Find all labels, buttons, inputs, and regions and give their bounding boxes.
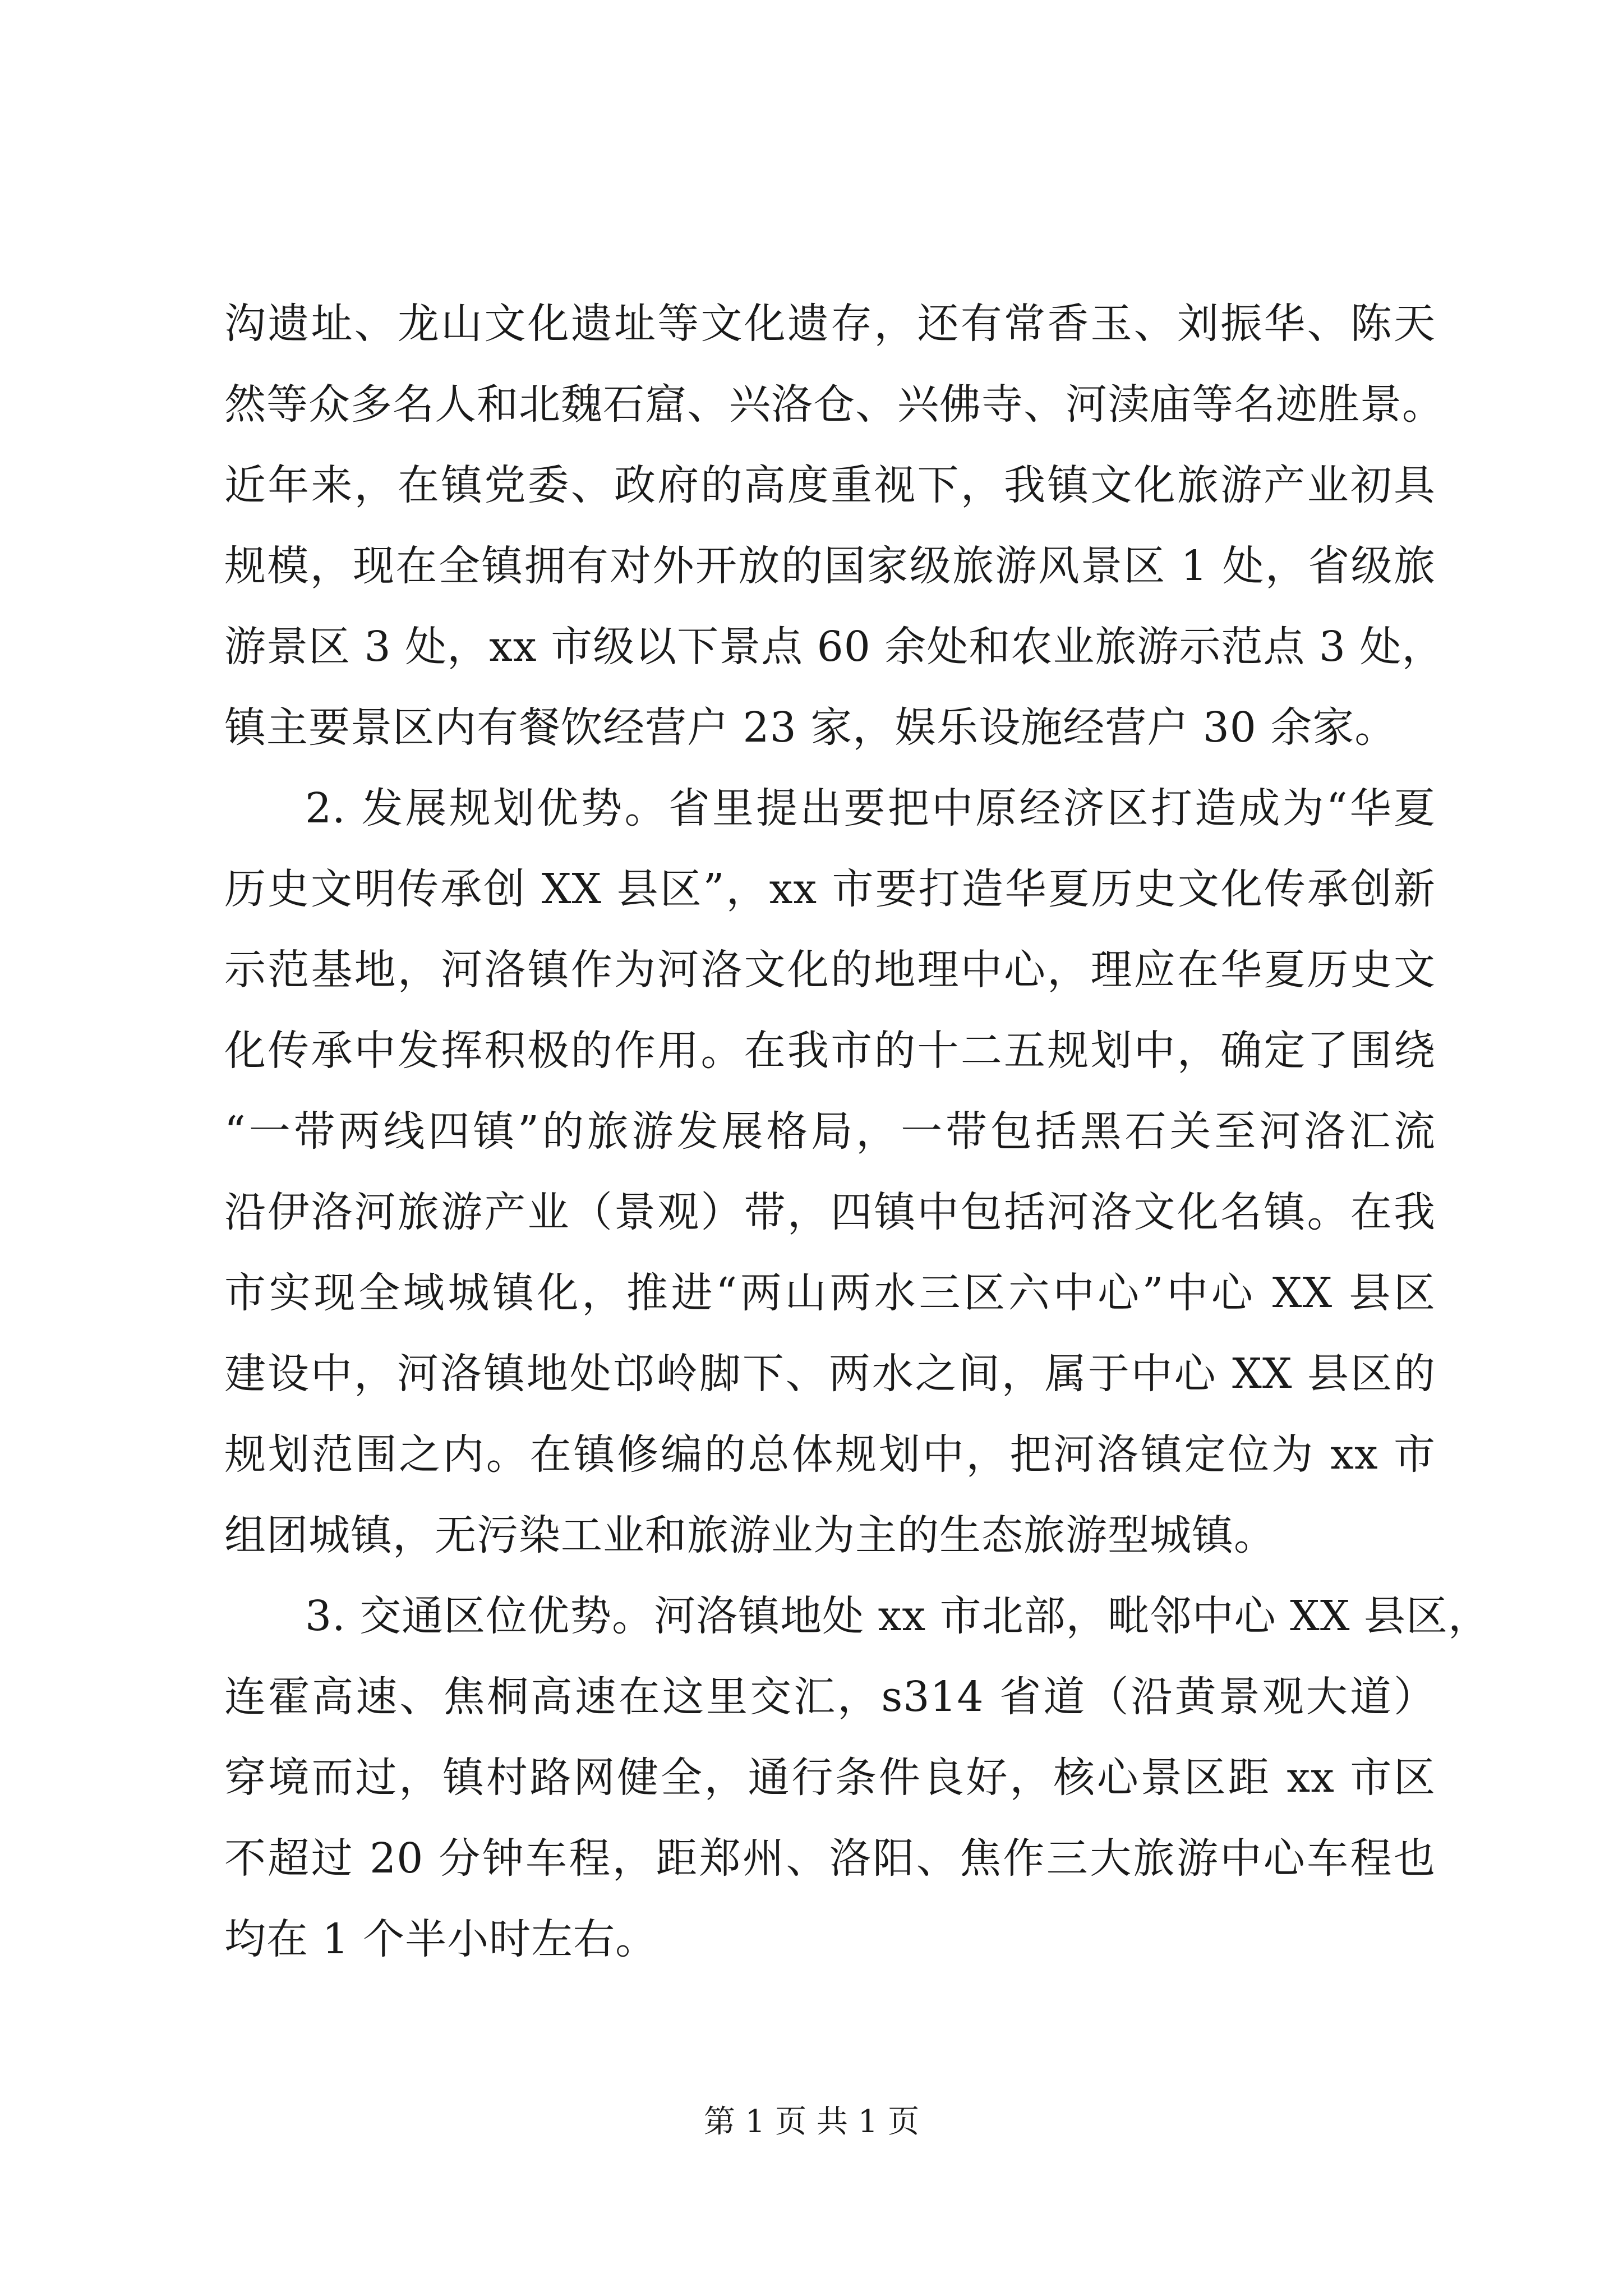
- text-line: 市实现全域城镇化，推进“两山两水三区六中心”中心 XX 县区: [224, 1269, 1436, 1317]
- paragraph-heading-line: 3. 交通区位优势。河洛镇地处 xx 市北部，毗邻中心 XX 县区，: [305, 1592, 1491, 1640]
- text-line: 近年来，在镇党委、政府的高度重视下，我镇文化旅游产业初具: [224, 461, 1436, 509]
- text-line: 沿伊洛河旅游产业（景观）带，四镇中包括河洛文化名镇。在我: [224, 1188, 1436, 1236]
- document-body: [224, 283, 1491, 1980]
- text-line: 连霍高速、焦桐高速在这里交汇，s314 省道（沿黄景观大道）: [224, 1673, 1436, 1721]
- text-line: 然等众多名人和北魏石窟、兴洛仓、兴佛寺、河渎庙等名迹胜景。: [224, 380, 1444, 429]
- text-line: 沟遗址、龙山文化遗址等文化遗存，还有常香玉、刘振华、陈天: [224, 300, 1436, 348]
- text-line: 游景区 3 处，xx 市级以下景点 60 余处和农业旅游示范点 3 处，: [224, 623, 1444, 671]
- text-line: 规模，现在全镇拥有对外开放的国家级旅游风景区 1 处，省级旅: [224, 542, 1436, 590]
- text-line: “一带两线四镇”的旅游发展格局，一带包括黑石关至河洛汇流: [224, 1107, 1436, 1156]
- text-line: 穿境而过，镇村路网健全，通行条件良好，核心景区距 xx 市区: [224, 1754, 1436, 1802]
- text-line: 均在 1 个半小时左右。: [224, 1915, 658, 1963]
- text-line: 化传承中发挥积极的作用。在我市的十二五规划中，确定了围绕: [224, 1027, 1436, 1075]
- page-number-footer: 第 1 页 共 1 页: [703, 2104, 920, 2140]
- text-line: 组团城镇，无污染工业和旅游业为主的生态旅游型城镇。: [224, 1511, 1276, 1559]
- text-line: 示范基地，河洛镇作为河洛文化的地理中心，理应在华夏历史文: [224, 946, 1436, 994]
- text-line: 规划范围之内。在镇修编的总体规划中，把河洛镇定位为 xx 市: [224, 1430, 1436, 1479]
- text-line: 建设中，河洛镇地处邙岭脚下、两水之间，属于中心 XX 县区的: [224, 1350, 1436, 1398]
- text-line: 不超过 20 分钟车程，距郑州、洛阳、焦作三大旅游中心车程也: [224, 1834, 1436, 1883]
- text-line: 镇主要景区内有餐饮经营户 23 家，娱乐设施经营户 30 余家。: [224, 703, 1397, 752]
- text-line: 历史文明传承创 XX 县区”，xx 市要打造华夏历史文化传承创新: [224, 865, 1436, 913]
- paragraph-heading-line: 2. 发展规划优势。省里提出要把中原经济区打造成为“华夏: [305, 784, 1436, 832]
